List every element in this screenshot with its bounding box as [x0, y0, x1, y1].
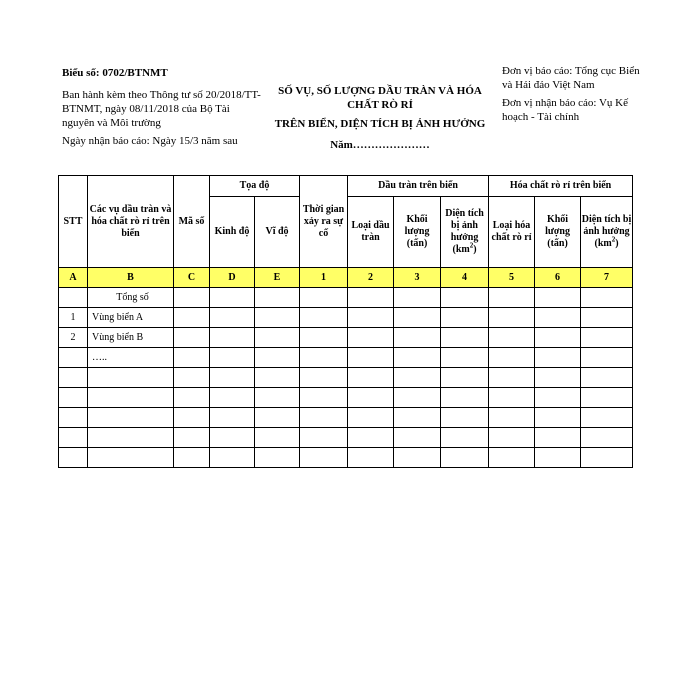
issued-with-text: Ban hành kèm theo Thông tư số 20/2018/TT-BTNMT, ngày 08/11/2018 của Bộ Tài nguyên và Môi trường: [62, 89, 261, 129]
row-name: [88, 408, 174, 428]
table-cell: [255, 408, 300, 428]
table-row: [59, 428, 633, 448]
table-cell: [210, 368, 255, 388]
table-cell: [174, 448, 210, 468]
table-cell: [535, 308, 581, 328]
header-code: Mã số: [174, 176, 210, 268]
chem-area-unit-sup: 2: [611, 235, 616, 244]
table-cell: [348, 288, 394, 308]
row-name: Tổng số: [88, 288, 174, 308]
header-coordinates: Tọa độ: [210, 176, 300, 197]
table-cell: [441, 288, 489, 308]
report-year: Năm…………………: [330, 139, 430, 151]
row-name: [88, 388, 174, 408]
column-code: A: [59, 268, 88, 288]
table-cell: [210, 408, 255, 428]
column-code-row: [59, 268, 633, 288]
table-cell: [535, 328, 581, 348]
table-cell: [255, 388, 300, 408]
row-stt: [59, 428, 88, 448]
table-cell: [210, 288, 255, 308]
table-cell: [535, 368, 581, 388]
table-cell: [489, 368, 535, 388]
table-cell: [394, 428, 441, 448]
table-cell: [255, 288, 300, 308]
column-code: 5: [489, 268, 535, 288]
table-cell: [489, 388, 535, 408]
row-stt: 2: [59, 328, 88, 348]
receiving-unit: Đơn vị nhận báo cáo: Vụ Kế hoạch - Tài chính: [502, 97, 628, 123]
column-code: C: [174, 268, 210, 288]
header-chem-type: Loại hóa chất rò rỉ: [489, 197, 535, 268]
column-code: 6: [535, 268, 581, 288]
row-name: Vùng biển A: [88, 308, 174, 328]
table-cell: [174, 348, 210, 368]
row-name: Vùng biển B: [88, 328, 174, 348]
reporting-unit: Đơn vị báo cáo: Tổng cục Biển và Hải đảo Việt Nam: [502, 65, 640, 91]
table-row: [59, 448, 633, 468]
table-cell: [300, 288, 348, 308]
table-cell: [441, 388, 489, 408]
header-oil-mass: Khối lượng (tấn): [394, 197, 441, 268]
table-cell: [489, 448, 535, 468]
table-cell: [210, 448, 255, 468]
header-time: Thời gian xảy ra sự cố: [300, 176, 348, 268]
row-stt: [59, 448, 88, 468]
table-row: [59, 288, 633, 308]
table-cell: [174, 408, 210, 428]
table-cell: [300, 348, 348, 368]
header-chem-area: [581, 197, 633, 268]
column-code: 3: [394, 268, 441, 288]
table-cell: [210, 328, 255, 348]
table-cell: [581, 368, 633, 388]
table-cell: [210, 428, 255, 448]
table-cell: [581, 448, 633, 468]
table-cell: [300, 388, 348, 408]
table-cell: [394, 308, 441, 328]
table-cell: [535, 388, 581, 408]
table-row: [59, 348, 633, 368]
table-cell: [300, 448, 348, 468]
column-code: B: [88, 268, 174, 288]
column-code: 7: [581, 268, 633, 288]
table-cell: [394, 448, 441, 468]
table-cell: [441, 308, 489, 328]
column-code: E: [255, 268, 300, 288]
table-cell: [535, 428, 581, 448]
table-row: [59, 408, 633, 428]
header-longitude: Kinh độ: [210, 197, 255, 268]
table-cell: [300, 308, 348, 328]
table-cell: [535, 408, 581, 428]
row-stt: [59, 388, 88, 408]
table-cell: [255, 348, 300, 368]
table-cell: [489, 328, 535, 348]
row-name: …..: [88, 348, 174, 368]
table-cell: [535, 348, 581, 368]
table-cell: [581, 328, 633, 348]
table-cell: [174, 308, 210, 328]
header-latitude: Vĩ độ: [255, 197, 300, 268]
chem-area-label: Diện tích bị ảnh hưởng (km: [581, 214, 632, 249]
form-number: Biểu số: 0702/BTNMT: [62, 67, 168, 79]
oil-area-unit-sup: 2: [469, 241, 474, 250]
header-oil-type: Loại dầu tràn: [348, 197, 394, 268]
oil-area-close: ): [473, 244, 477, 255]
table-row: [59, 328, 633, 348]
table-cell: [489, 288, 535, 308]
table-cell: [174, 368, 210, 388]
column-code: 4: [441, 268, 489, 288]
table-cell: [535, 448, 581, 468]
report-title-line2: TRÊN BIỂN, DIỆN TÍCH BỊ ẢNH HƯỞNG: [274, 118, 486, 130]
table-row: [59, 308, 633, 328]
table-cell: [210, 308, 255, 328]
table-cell: [300, 408, 348, 428]
row-stt: 1: [59, 308, 88, 328]
table-cell: [210, 388, 255, 408]
column-code: 2: [348, 268, 394, 288]
receive-date-text: Ngày nhận báo cáo: Ngày 15/3 năm sau: [62, 135, 238, 147]
table-cell: [394, 348, 441, 368]
table-cell: [348, 428, 394, 448]
row-stt: [59, 368, 88, 388]
table-cell: [581, 288, 633, 308]
row-stt: [59, 288, 88, 308]
row-stt: [59, 348, 88, 368]
table-cell: [255, 308, 300, 328]
column-code: D: [210, 268, 255, 288]
table-cell: [300, 428, 348, 448]
table-cell: [255, 448, 300, 468]
table-row: [59, 388, 633, 408]
table-cell: [255, 328, 300, 348]
table-cell: [394, 328, 441, 348]
table-cell: [441, 428, 489, 448]
header-oil-area: [441, 197, 489, 268]
table-cell: [489, 408, 535, 428]
table-cell: [489, 428, 535, 448]
table-cell: [348, 308, 394, 328]
table-cell: [300, 328, 348, 348]
header-incident: Các vụ dầu tràn và hóa chất rò rỉ trên biển: [88, 176, 174, 268]
table-cell: [581, 388, 633, 408]
column-code: 1: [300, 268, 348, 288]
report-table: [58, 175, 633, 468]
table-cell: [348, 368, 394, 388]
table-cell: [441, 348, 489, 368]
table-cell: [394, 288, 441, 308]
table-cell: [174, 288, 210, 308]
header-chem-group: Hóa chất rò rỉ trên biển: [489, 176, 633, 197]
table-cell: [174, 328, 210, 348]
table-cell: [174, 428, 210, 448]
header-stt: STT: [59, 176, 88, 268]
table-cell: [581, 408, 633, 428]
table-cell: [348, 388, 394, 408]
row-name: [88, 428, 174, 448]
table-cell: [441, 448, 489, 468]
chem-area-close: ): [615, 238, 619, 249]
table-cell: [174, 388, 210, 408]
row-name: [88, 368, 174, 388]
table-cell: [441, 408, 489, 428]
table-row: [59, 368, 633, 388]
oil-area-label: Diện tích bị ảnh hưởng (km: [445, 208, 484, 255]
table-cell: [581, 348, 633, 368]
row-name: [88, 448, 174, 468]
table-cell: [489, 348, 535, 368]
header-chem-mass: Khối lượng (tấn): [535, 197, 581, 268]
table-cell: [489, 308, 535, 328]
table-cell: [348, 348, 394, 368]
table-cell: [348, 408, 394, 428]
table-cell: [210, 348, 255, 368]
table-cell: [394, 388, 441, 408]
table-cell: [535, 288, 581, 308]
header-oil-group: Dầu tràn trên biển: [348, 176, 489, 197]
row-stt: [59, 408, 88, 428]
table-cell: [441, 328, 489, 348]
table-cell: [581, 308, 633, 328]
table-cell: [300, 368, 348, 388]
table-cell: [441, 368, 489, 388]
table-cell: [394, 408, 441, 428]
table-cell: [348, 328, 394, 348]
table-cell: [348, 448, 394, 468]
table-cell: [581, 428, 633, 448]
table-cell: [394, 368, 441, 388]
table-cell: [255, 428, 300, 448]
report-title-line1: SỐ VỤ, SỐ LƯỢNG DẦU TRÀN VÀ HÓA CHẤT RÒ RỈ: [278, 85, 482, 111]
table-cell: [255, 368, 300, 388]
